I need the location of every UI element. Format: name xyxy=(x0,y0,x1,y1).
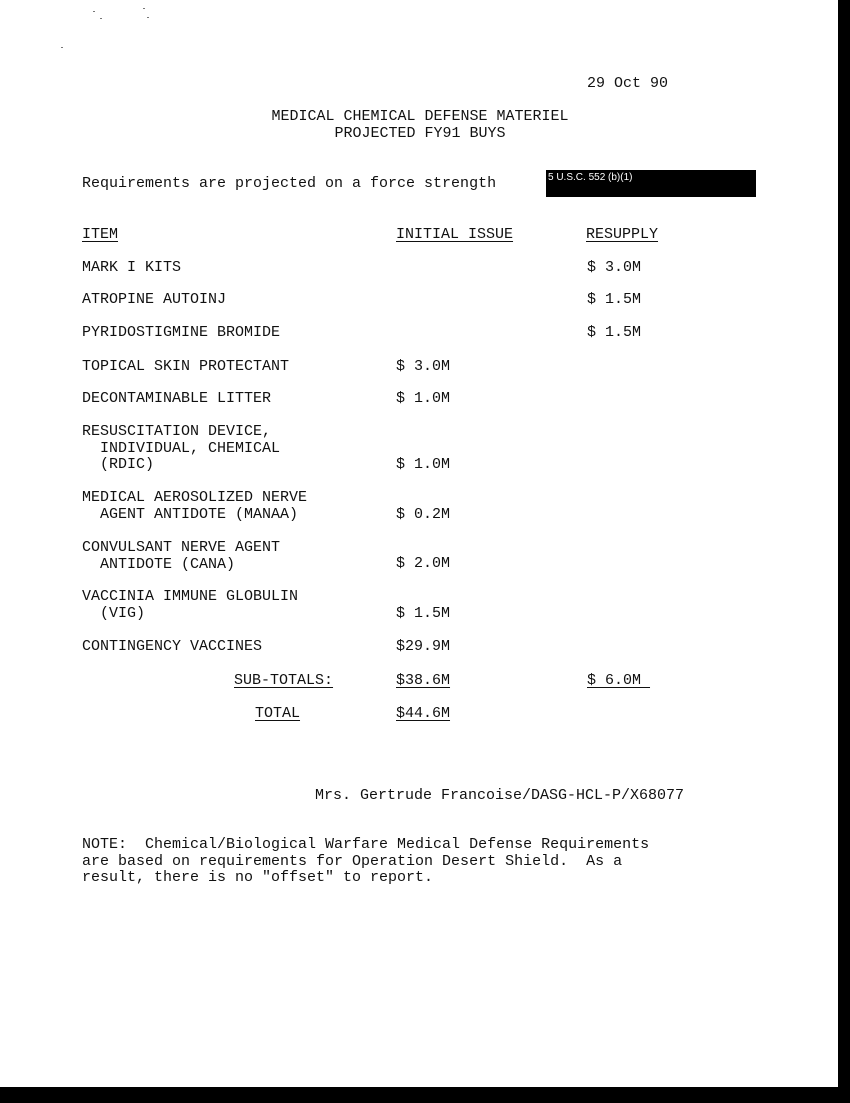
row-item: PYRIDOSTIGMINE BROMIDE xyxy=(82,324,281,341)
row-item: DECONTAMINABLE LITTER xyxy=(82,390,272,407)
row-item: CONVULSANT NERVE AGENT ANTIDOTE (CANA) xyxy=(82,539,281,573)
scan-speck xyxy=(61,47,63,48)
row-initial: $ 1.5M xyxy=(396,605,451,622)
row-resupply: $ 1.5M xyxy=(587,324,642,341)
column-header-initial-issue: INITIAL ISSUE xyxy=(396,226,514,243)
scan-speck xyxy=(143,8,145,9)
subtotals-label: SUB-TOTALS: xyxy=(234,672,334,689)
row-resupply: $ 1.5M xyxy=(587,291,642,308)
document-title-line2: PROJECTED FY91 BUYS xyxy=(334,125,506,142)
row-resupply: $ 3.0M xyxy=(587,259,642,276)
row-initial: $ 1.0M xyxy=(396,390,451,407)
row-item: RESUSCITATION DEVICE, INDIVIDUAL, CHEMICAL (RDIC) xyxy=(82,423,281,473)
subtotals-initial: $38.6M xyxy=(396,672,451,689)
column-header-resupply: RESUPPLY xyxy=(586,226,659,243)
row-item: CONTINGENCY VACCINES xyxy=(82,638,263,655)
scan-speck xyxy=(100,18,102,19)
note-paragraph: NOTE: Chemical/Biological Warfare Medical Defense Requirements are based on requirements for Operation Desert Shield. As a result, there is no "offset" to report. xyxy=(82,836,650,886)
row-initial: $29.9M xyxy=(396,638,451,655)
scan-speck xyxy=(93,11,95,12)
total-initial: $44.6M xyxy=(396,705,451,722)
redaction-label: 5 U.S.C. 552 (b)(1) xyxy=(548,172,633,183)
column-header-item: ITEM xyxy=(82,226,119,243)
row-item: VACCINIA IMMUNE GLOBULIN (VIG) xyxy=(82,588,299,622)
row-item: MEDICAL AEROSOLIZED NERVE AGENT ANTIDOTE (MANAA) xyxy=(82,489,308,523)
row-item: ATROPINE AUTOINJ xyxy=(82,291,227,308)
row-initial: $ 0.2M xyxy=(396,506,451,523)
document-date: 29 Oct 90 xyxy=(587,75,669,92)
row-initial: $ 2.0M xyxy=(396,555,451,572)
row-initial: $ 1.0M xyxy=(396,456,451,473)
row-initial: $ 3.0M xyxy=(396,358,451,375)
requirements-statement: Requirements are projected on a force strength xyxy=(82,175,497,192)
row-item: TOPICAL SKIN PROTECTANT xyxy=(82,358,290,375)
total-label: TOTAL xyxy=(255,705,301,722)
contact-line: Mrs. Gertrude Francoise/DASG-HCL-P/X68077 xyxy=(315,787,685,804)
scan-border-bottom xyxy=(0,1087,850,1103)
row-item: MARK I KITS xyxy=(82,259,182,276)
document-title-line1: MEDICAL CHEMICAL DEFENSE MATERIEL xyxy=(271,108,569,125)
subtotals-resupply: $ 6.0M xyxy=(587,672,651,689)
scan-speck xyxy=(147,17,149,18)
scan-border-right xyxy=(838,0,850,1103)
